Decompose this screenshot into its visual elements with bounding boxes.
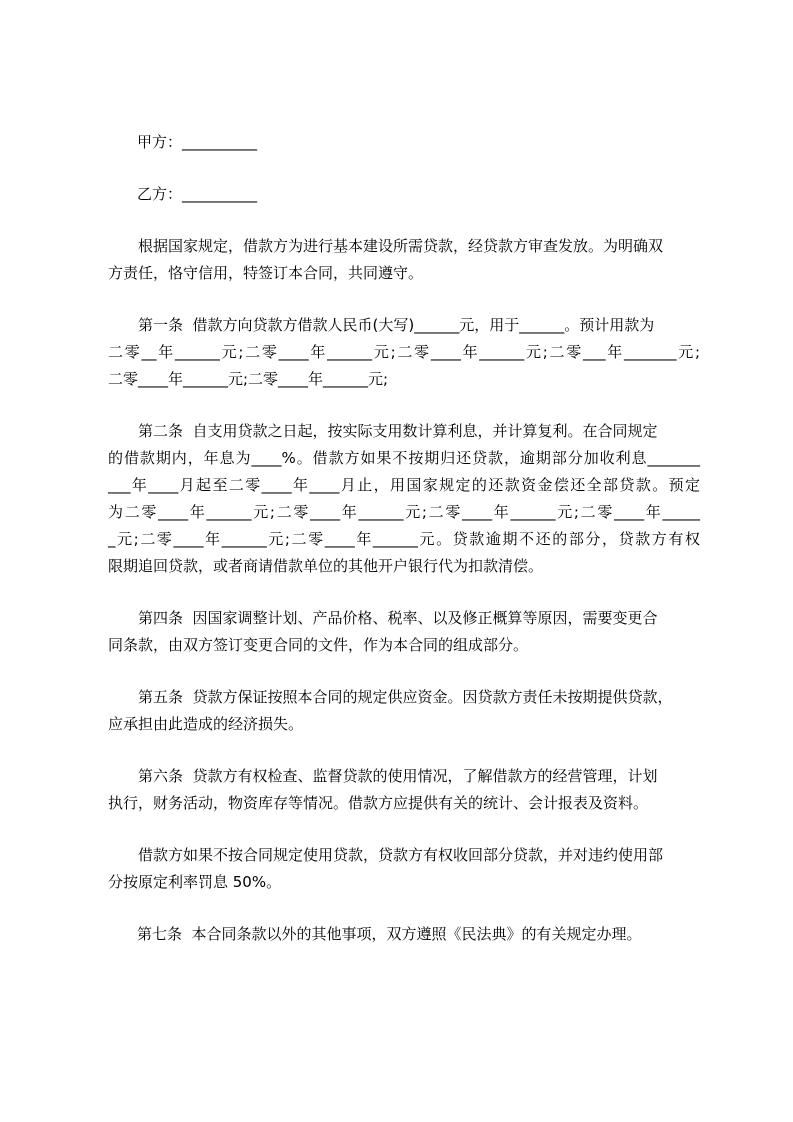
article5-line-2: 应承担由此造成的经济损失。	[108, 715, 304, 733]
article7-line: 第七条 本合同条款以外的其他事项，双方遵照《民法典》的有关规定办理。	[137, 925, 642, 943]
article2-line-3: ___年____月起至二零____年____月止，用国家规定的还款资金偿还全部贷款。预定	[108, 476, 700, 494]
party-a: 甲方：__________	[137, 133, 258, 151]
article1-line-2: 二零__年______元;二零____年______元;二零____年______元;二零___年_______元;	[108, 343, 700, 361]
intro-line-2: 方责任，恪守信用，特签订本合同，共同遵守。	[108, 264, 424, 282]
article6b-line-2: 分按原定利率罚息 50%。	[108, 873, 282, 891]
article6-line-2: 执行，财务活动，物资库存等情况。借款方应提供有关的统计、会计报表及资料。	[108, 794, 649, 812]
article2-line-6: 限期追回贷款，或者商请借款单位的其他开户银行代为扣款清偿。	[108, 557, 544, 575]
article2-line-1: 第二条 自支用贷款之日起，按实际支用数计算利息，并计算复利。在合同规定	[138, 422, 658, 440]
article5-line-1: 第五条 贷款方保证按照本合同的规定供应资金。因贷款方责任未按期提供贷款，	[138, 688, 673, 706]
article1-line-3: 二零____年______元;二零____年______元;	[108, 370, 389, 388]
article1-line-1: 第一条 借款方向贷款方借款人民币(大写)______元，用于______。预计用款为	[138, 316, 655, 334]
article2-line-4: 为二零____年______元;二零____年______元;二零____年______元;二零____年_____	[108, 503, 700, 521]
intro-line-1: 根据国家规定，借款方为进行基本建设所需贷款，经贷款方审查发放。为明确双	[138, 237, 664, 255]
article4-line-2: 同条款，由双方签订变更合同的文件，作为本合同的组成部分。	[108, 636, 529, 654]
article6b-line-1: 借款方如果不按合同规定使用贷款，贷款方有权收回部分贷款，并对违约使用部	[138, 846, 664, 864]
article4-line-1: 第四条 因国家调整计划、产品价格、税率、以及修正概算等原因，需要变更合	[138, 609, 658, 627]
article6-line-1: 第六条 贷款方有权检查、监督贷款的使用情况，了解借款方的经营管理，计划	[138, 767, 658, 785]
article2-line-5: _元;二零____年______元;二零____年______元。贷款逾期不还的部分，贷款方有权	[108, 530, 700, 548]
article2-line-2: 的借款期内，年息为____%。借款方如果不按期归还贷款，逾期部分加收利息_______	[108, 449, 700, 467]
party-b: 乙方：__________	[137, 185, 258, 203]
